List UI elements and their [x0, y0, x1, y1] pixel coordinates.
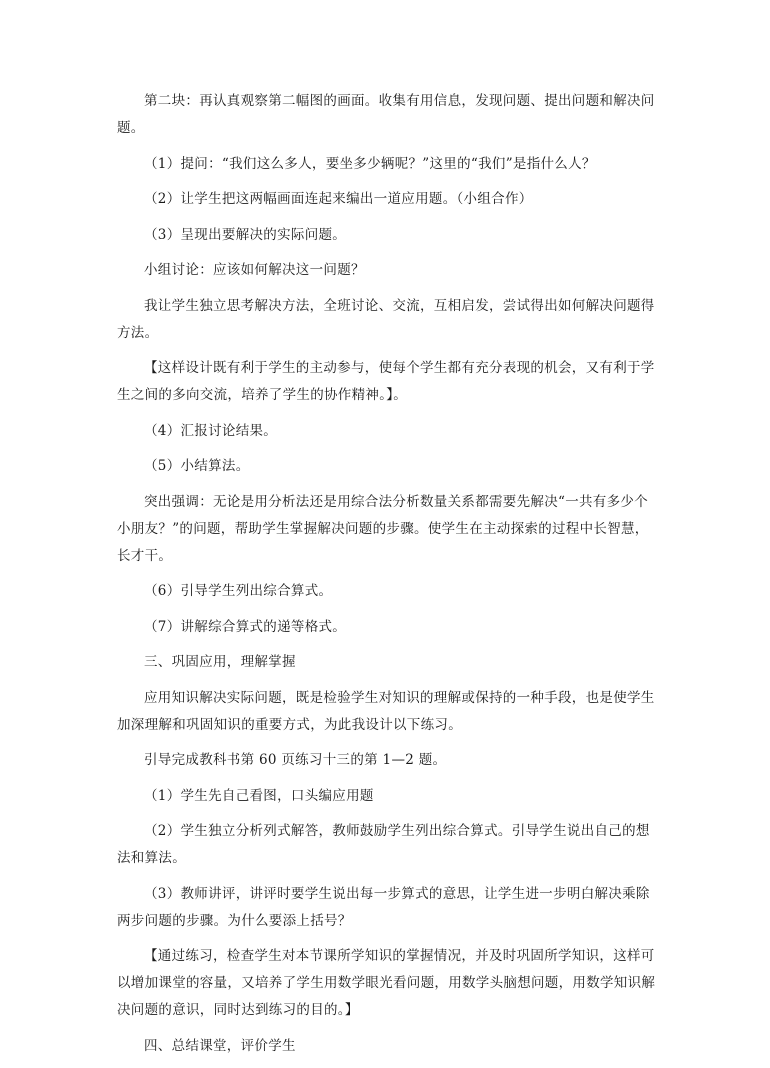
section-heading-consolidate: 三、巩固应用，理解掌握: [144, 654, 296, 670]
paragraph-step-7: （7）讲解综合算式的递等格式。: [144, 618, 347, 635]
paragraph-application: 应用知识解决实际问题，既是检验学生对知识的理解或保持的一种手段，也是使学生加深理解和巩固知识的重要方式，为此我设计以下练习。: [117, 689, 655, 733]
paragraph-exercise-step-2: （2）学生独立分析列式解答，教师鼓励学生列出综合算式。引导学生说出自己的想法和算法。: [117, 823, 650, 866]
paragraph-question-3: （3）呈现出要解决的实际问题。: [144, 226, 347, 243]
paragraph-textbook-exercise: 引导完成教科书第 60 页练习十三的第 1—2 题。: [144, 752, 447, 768]
section-heading-summary: 四、总结课堂，评价学生: [144, 1037, 296, 1054]
paragraph-step-6: （6）引导学生列出综合算式。: [144, 583, 333, 599]
paragraph-question-1: （1）提问：“我们这么多人，要坐多少辆呢？”这里的“我们”是指什么人？: [144, 155, 596, 172]
paragraph-exercise-step-3: （3）教师讲评，讲评时要学生说出每一步算式的意思，让学生进一步明白解决乘除两步问题的步骤。为什么要添上括号？: [117, 885, 650, 929]
paragraph-exercise-step-1: （1）学生先自己看图，口头编应用题: [144, 787, 374, 804]
paragraph-emphasis: 突出强调：无论是用分析法还是用综合法分析数量关系都需要先解决“一共有多少个小朋友？”的问题，帮助学生掌握解决问题的步骤。使学生在主动探索的过程中长智慧，长才干。: [117, 493, 649, 564]
paragraph-design-note-1: 【这样设计既有利于学生的主动参与，使每个学生都有充分表现的机会，又有利于学生之间的多向交流，培养了学生的协作精神。】。: [117, 360, 655, 403]
paragraph-group-discussion: 小组讨论：应该如何解决这一问题？: [144, 262, 365, 278]
document-body: [117, 88, 657, 1068]
paragraph-step-4: （4）汇报讨论结果。: [144, 422, 278, 439]
paragraph-independent-thinking: 我让学生独立思考解决方法，全班讨论、交流，互相启发，尝试得出如何解决问题得方法。: [117, 297, 655, 341]
paragraph-design-note-2: 【通过练习，检查学生对本节课所学知识的掌握情况，并及时巩固所学知识，这样可以增加课堂的容量，又培养了学生用数学眼光看问题，用数学头脑想问题，用数学知识解决问题的意识，同时达到练习的目的。】: [117, 948, 656, 1018]
paragraph-question-2: （2）让学生把这两幅画面连起来编出一道应用题。（小组合作）: [144, 191, 533, 207]
paragraph-block-two-intro: 第二块：再认真观察第二幅图的画面。收集有用信息，发现问题、提出问题和解决问题。: [117, 93, 655, 136]
paragraph-step-5: （5）小结算法。: [144, 458, 250, 474]
